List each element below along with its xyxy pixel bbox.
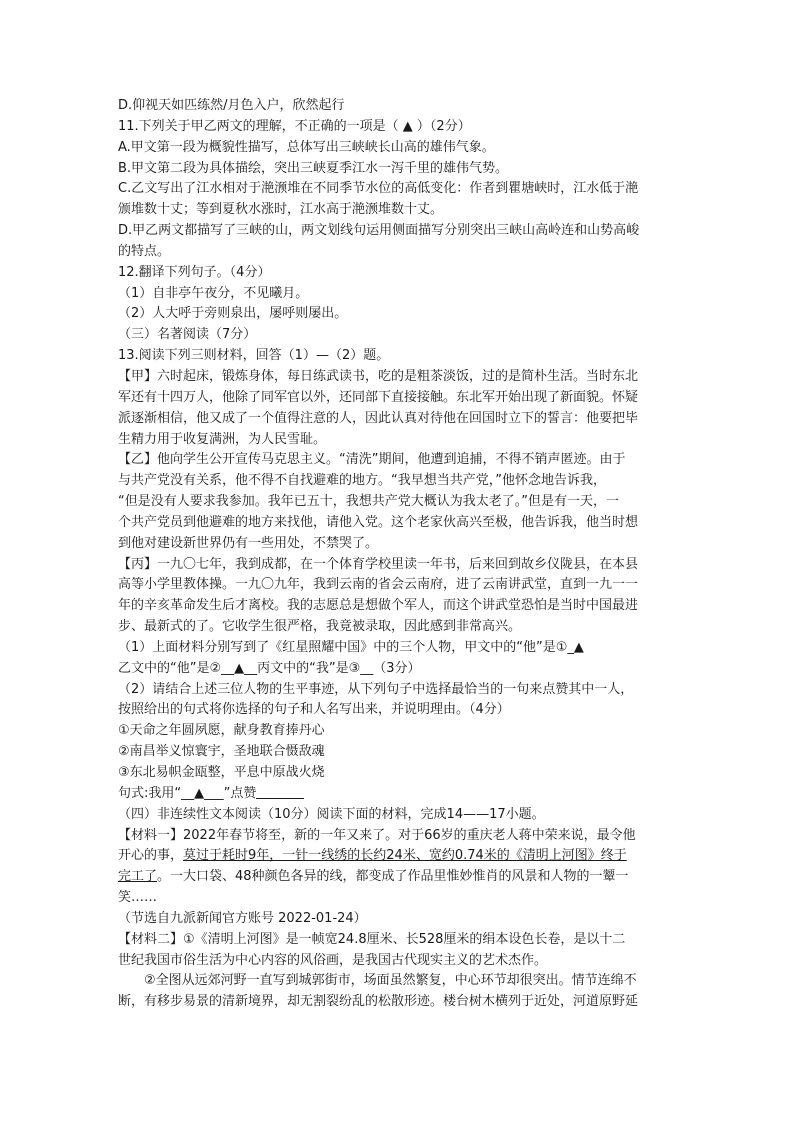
answer-blank[interactable] [256, 785, 304, 799]
option-d-q10: D.仰视天如匹练然/月色入户，欣然起行 [118, 98, 345, 113]
material-jia-4: 生精力用于收复满洲，为人民雪耻。 [118, 431, 327, 447]
question-13: 13.阅读下列三则材料，回答（1）—（2）题。 [118, 348, 390, 364]
underlined-sentence: 莫过于耗时9年，一针一线绣的长约24米、宽约0.74米的《清明上河图》终于 [183, 848, 627, 864]
q12-sentence-2: （2）人大呼于旁则泉出，屡呼则屡出。 [118, 306, 348, 322]
material-yi-2: 与共产党没有关系，他不得不自找避难的地方。“我早想当共产党，”他怀念地告诉我， [118, 473, 606, 489]
material-2-line-3: ②全图从远郊河野一直写到城郭街市，场面虽然繁复，中心环节却很突出。情节连绵不 [144, 973, 637, 989]
question-12: 12.翻译下列句子。（4分） [118, 264, 271, 280]
q12-sentence-1: （1）自非亭午夜分，不见曦月。 [118, 285, 309, 301]
material-1-line-2 [118, 846, 680, 867]
material-yi-4: 个共产党员到他避难的地方来找他，请他入党。这个老家伙高兴至极，他告诉我，他当时想 [118, 514, 639, 530]
material-1-text-cont: 。一大口袋、48种颜色各异的线，都变成了作品里惟妙惟肖的风景和人物的一颦一 [157, 869, 629, 885]
choice-2: ②南昌举义惊寰宇，圣地联合慑敌魂 [118, 744, 325, 760]
material-yi-5: 到他对建设新世界仍有一些用处，不禁哭了。 [118, 535, 379, 551]
option-c-q11: C.乙文写出了江水相对于滟滪堆在不同季节水位的高低变化：作者到瞿塘峡时，江水低于滟 [118, 181, 639, 197]
q13-part-2: （2）请结合上述三位人物的生平事迹，从下列句子中选择最恰当的一句来点赞其中一人， [118, 681, 634, 697]
q13-part-2-cont: 按照给出的句式将你选择的句子和人名写出来，并说明理由。（4分） [118, 702, 510, 718]
material-2-line-1: 【材料二】①《清明上河图》是一帧宽24.8厘米、长528厘米的绢本设色长卷，是以十二 [118, 931, 626, 947]
option-b-q11: B.甲文第二段为具体描绘，突出三峡夏季江水一泻千里的雄伟气势。 [118, 160, 509, 176]
material-1-text: 开心的事， [118, 848, 184, 864]
material-jia-1: 【甲】六时起床，锻炼身体，每日练武读书，吃的是粗茶淡饭，过的是简朴生活。当时东北 [118, 368, 639, 384]
section-4-heading: （四）非连续性文本阅读（10分）阅读下面的材料，完成14——17小题。 [118, 806, 545, 822]
material-1-source: （节选自九派新闻官方账号 2022-01-24） [118, 910, 367, 926]
material-jia-3: 派逐渐相信，他又成了一个值得注意的人，因此认真对待他在回国时立下的誓言：他要把毕 [118, 410, 639, 426]
section-3-heading: （三）名著阅读（7分） [118, 327, 257, 343]
choice-3: ③东北易帜金瓯整，平息中原战火烧 [118, 765, 325, 780]
option-a-q11: A.甲文第一段为概貌性描写，总体写出三峡峡长山高的雄伟气象。 [118, 139, 495, 155]
document-page [118, 96, 680, 1013]
option-d-q11: D.甲乙两文都描写了三峡的山，两文划线句运用侧面描写分别突出三峡山高岭连和山势高峻 [118, 223, 640, 239]
underlined-sentence-end: 完工了 [118, 869, 158, 885]
material-1-line-3 [118, 867, 680, 888]
material-2-line-2: 世纪我国市俗生活为中心内容的风俗画，是我国古代现实主义的艺术杰作。 [118, 952, 548, 968]
question-11: 11.下列关于甲乙两文的理解，不正确的一项是（ ▲ ）（2分） [118, 118, 471, 134]
material-jia-2: 军还有十四万人，他除了同军官以外，还同部下直接接触。东北军开始出现了新面貌。怀疑 [118, 389, 639, 405]
option-d-q11-cont: 的特点。 [118, 243, 171, 259]
q13-part-1: （1）上面材料分别写到了《红星照耀中国》中的三个人物，甲文中的“他”是①_▲ [118, 639, 584, 655]
material-1-line-4: 笑…… [118, 890, 158, 906]
material-1-line-1: 【材料一】2022年春节将至，新的一年又来了。对于66岁的重庆老人蒋中荣来说，最令他 [118, 827, 636, 843]
material-bing-2: 高等小学里教体操。一九〇九年，我到云南的省会云南府，进了云南讲武堂，直到一九一一 [118, 577, 639, 593]
sentence-pattern [118, 784, 680, 805]
material-bing-4: 步、最新式的了。它收学生很严格，我竟被录取，因此感到非常高兴。 [118, 619, 522, 635]
option-c-q11-cont: 颁堆数十丈；等到夏秋水涨时，江水高于滟滪堆数十丈。 [118, 202, 444, 218]
material-bing-3: 年的辛亥革命发生后才离校。我的志愿总是想做个军人，而这个讲武堂恐怕是当时中国最进 [118, 598, 639, 614]
material-yi-3: “但是没有人要求我参加。我年已五十，我想共产党大概认为我太老了。”但是有一天，一 [118, 494, 619, 510]
q13-part-1-cont: 乙文中的“他”是②__▲__丙文中的“我”是③__（3分） [118, 660, 421, 676]
material-2-line-4: 断，有移步易景的清新境界，却无割裂纷乱的松散形迹。楼台树木横列于近处，河道原野延 [118, 994, 639, 1010]
material-yi-1: 【乙】他向学生公开宣传马克思主义。“清洗”期间，他遭到追捕，不得不销声匿迹。由于 [118, 452, 626, 468]
material-bing-1: 【丙】一九〇七年，我到成都，在一个体育学校里读一年书，后来回到故乡仪陇县，在本县 [118, 556, 639, 572]
choice-1: ①天命之年圆夙愿，献身教育捧丹心 [118, 723, 325, 739]
sentence-pattern-text: 句式:我用“__▲___”点赞 [118, 785, 257, 801]
